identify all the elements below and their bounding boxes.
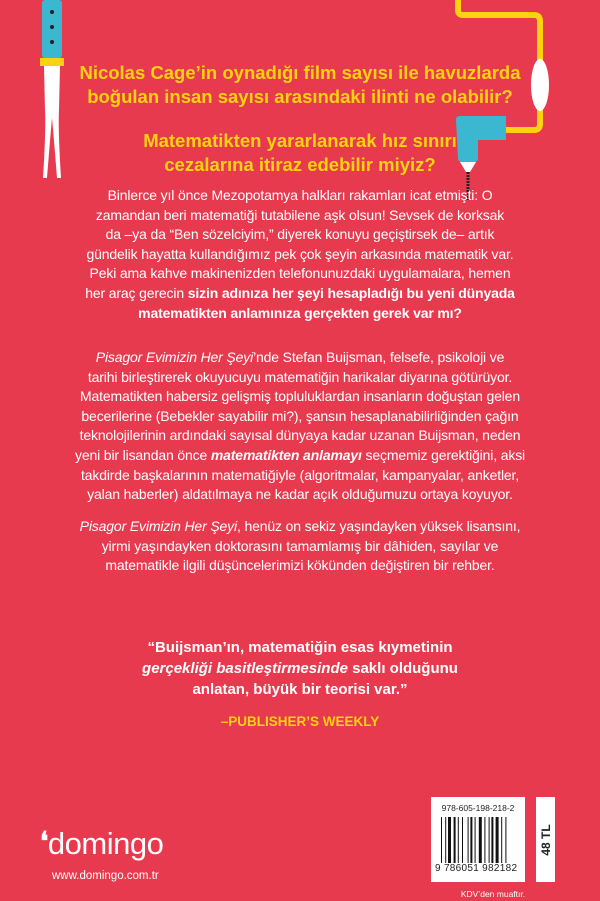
text-line [0,387,600,407]
text-line [0,466,600,486]
emphasis-text: matematikten anlamayı [210,446,362,463]
barcode-bar [501,817,502,863]
question-2 [0,129,600,177]
barcode-bar [462,817,463,863]
barcode-bar [489,817,490,863]
body-text: Peki ama kahve makinenizden telefonunuzdaki uygulamalara, hemen [89,265,511,282]
paragraph-intro [0,186,600,323]
barcode-bar [445,817,446,863]
barcode-bar [491,817,493,863]
text-line [0,368,600,388]
barcode-bar [448,817,451,863]
emphasis-text: matematikten anlamınıza gerçekten gerek var mı? [138,304,462,321]
text-line [0,264,600,284]
question-1-line: Nicolas Cage’in oynadığı film sayısı ile havuzlarda [79,62,521,83]
text-line [0,537,600,557]
text-line [0,679,600,700]
text-line [0,407,600,427]
body-text: her araç gerecin [85,284,188,301]
body-text: yirmi yaşındayken doktorasını tamamlamış bir dâhiden, sayılar ve [101,537,499,554]
barcode-bar [470,817,472,863]
body-text: Matematikten habersiz gelişmiş topluluklardan insanların doğuştan gelen [80,388,520,405]
text-line [0,517,600,537]
emphasis-text: sizin adınıza her şeyi hesapladığı bu yeni dünyada [187,284,515,301]
text-line [0,446,600,466]
quote-attribution: –PUBLISHER’S WEEKLY [220,714,380,729]
barcode-bar [441,817,442,863]
text-line [0,245,600,265]
barcode-bar [505,817,506,863]
body-text: da –ya da “Ben sözelciyim,” diyerek konuyu geçiştirsek de– artık [105,226,495,243]
text-line [0,225,600,245]
text-line [0,304,600,324]
paragraph-closing [0,517,600,576]
body-text: becerilerine (Bebekler sayabilir mi?), şansın hesaplanabilirliğinden çağın [81,407,519,424]
body-text: gündelik hayatta kullandığımız pek çok şeyin arkasında matematik var. [86,245,514,262]
body-text: , henüz on sekiz yaşındayken yüksek lisansını, [236,518,521,534]
barcode-box [431,797,525,882]
barcode-bar [484,817,485,863]
barcode-bar [458,817,459,863]
body-text: Binlerce yıl önce Mezopotamya halkları rakamları icat etmişti: O [107,187,493,203]
emphasis-text: gerçekliği basitleştirmesinde [142,660,348,677]
emphasis-text: Pisagor Evimizin Her Şeyi [95,349,254,365]
body-text: seçmemiz gerektiğini, aksi [361,446,526,463]
isbn-text: 978-605-198-218-2 [441,803,515,813]
body-text: saklı olduğunu [347,660,458,677]
body-text: tarihi birleştirerek okuyucuyu matematiğin harikalar diyarına götürüyor. [87,368,513,385]
body-text: takdirde başkalarının matematiğiyle (algoritmalar, kampanyalar, anketler, [80,466,520,483]
body-text: yalan haberler) aldatılmaya ne kadar açık olduğumuzu ortaya koyuyor. [87,486,513,503]
tax-note: KDV’den muaftır. [460,889,526,899]
body-text: ’nde Stefan Buijsman, felsefe, psikoloji ve [253,349,505,365]
barcode-digits: 9 786051 982182 [435,863,518,874]
text-line [0,637,600,658]
barcode-bar [468,817,469,863]
body-text: matematikle ilgili düşüncelerimizi kökünden değiştiren bir rehber. [105,557,495,574]
question-1 [0,61,600,109]
body-text: yeni bir lisandan önce [74,446,211,463]
question-2-line: cezalarına itiraz edebilir miyiz? [164,154,436,175]
emphasis-text: Pisagor Evimizin Her Şeyi [79,518,237,534]
text-line [0,485,600,505]
body-text: zamandan beri matematiği tutabilene aşk olsun! Sevsek de korksak [95,206,505,223]
question-1-line: boğulan insan sayısı arasındaki ilinti ne olabilir? [87,86,513,107]
publisher-name: domingo [47,826,164,861]
text-line [0,206,600,226]
text-line [0,426,600,446]
question-2-line: Matematikten yararlanarak hız sınırı [143,130,457,151]
body-text: anlatan, büyük bir teorisi var.” [192,681,408,698]
paragraph-summary [0,348,600,505]
text-line [0,556,600,576]
logo-mark-icon: ❛ [40,826,48,856]
barcode-bar [496,817,499,863]
barcode-bar [475,817,476,863]
text-line [0,658,600,679]
price-label: 48 TL [538,823,553,856]
barcode-bar [454,817,456,863]
publisher-logo [40,826,163,862]
barcode-bar [479,817,482,863]
barcode-bars [441,817,519,863]
text-line [0,186,600,206]
publisher-url[interactable]: www.domingo.com.tr [52,870,159,882]
body-text: teknolojilerinin ardındaki sayısal dünyaya kadar uzanan Buijsman, neden [79,427,521,444]
body-text: “Buijsman’ın, matematiğin esas kıymetinin [147,639,453,656]
text-line [0,284,600,304]
review-quote [0,637,600,700]
text-line [0,348,600,368]
price-box [536,797,555,882]
